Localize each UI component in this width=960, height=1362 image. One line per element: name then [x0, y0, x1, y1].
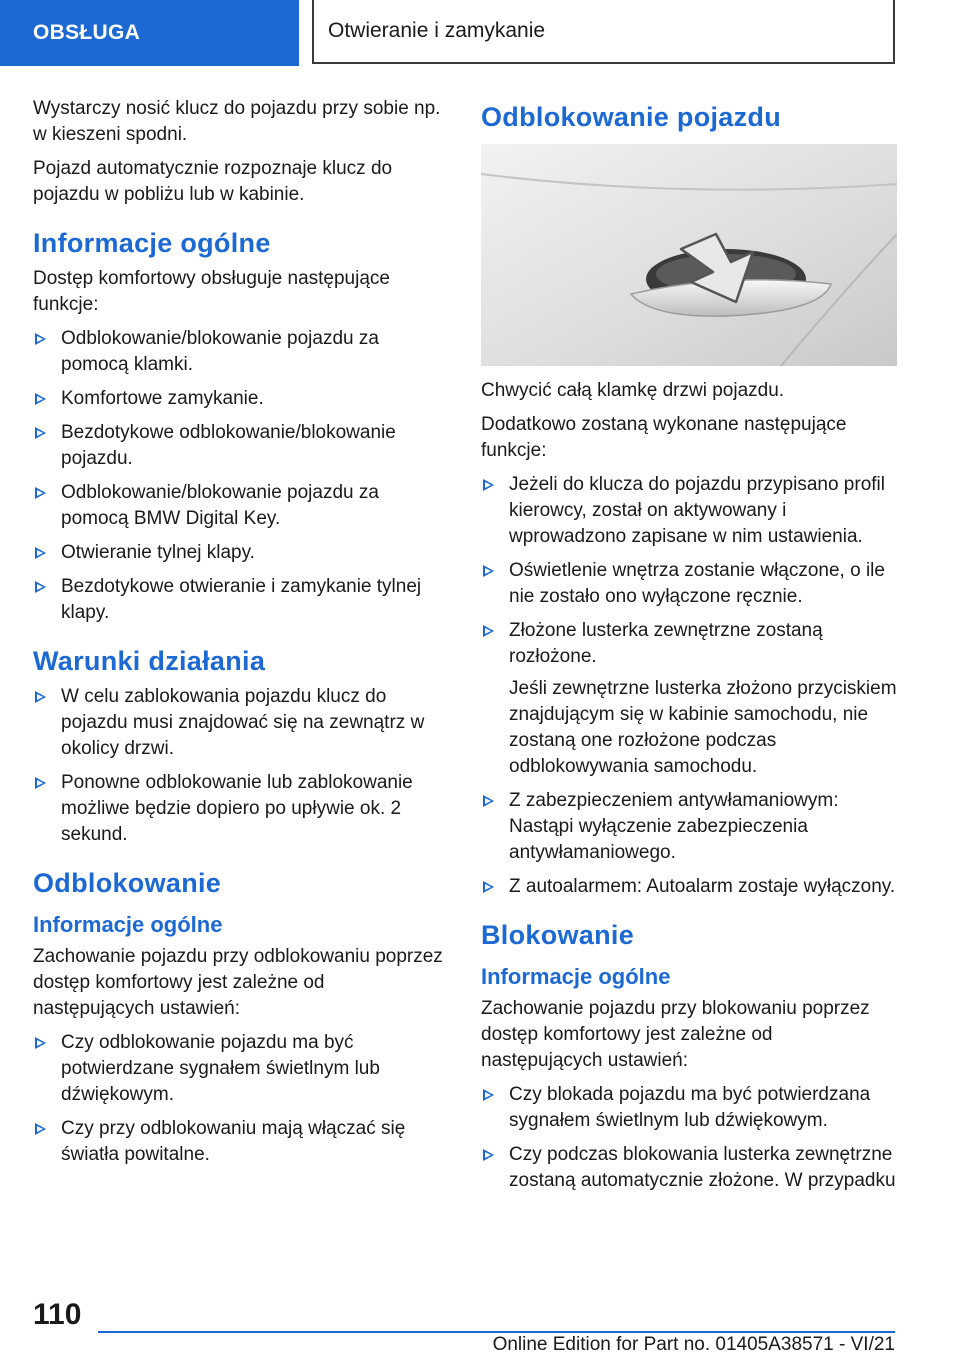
list-item: Oświetlenie wnętrza zostanie włączone, o ile nie zostało ono wyłączone ręcznie.: [481, 558, 897, 610]
list-item: Złożone lusterka zewnętrzne zostaną rozłożone. Jeśli zewnętrzne lusterka złożono przyciskiem znajdującym się w kabinie samochodu, nie zostaną one rozłożone podczas odblokowywania samochodu.: [481, 618, 897, 780]
list-item: Z autoalarmem: Autoalarm zostaje wyłączony.: [481, 874, 897, 900]
unlock-list: [33, 1030, 445, 1168]
list-item: Odblokowanie/blokowanie pojazdu za pomocą klamki.: [33, 326, 445, 378]
bullet-triangle-icon: [35, 1037, 46, 1049]
mirror-note: Jeśli zewnętrzne lusterka złożono przyciskiem znajdującym się w kabinie samochodu, nie zostaną one rozłożone podczas odblokowywania samochodu.: [509, 678, 897, 777]
subheading-unlock-general: Informacje ogólne: [33, 912, 223, 937]
list-item: Ponowne odblokowanie lub zablokowanie możliwe będzie dopiero po upływie ok. 2 sekund.: [33, 770, 445, 848]
list-item: Z zabezpieczeniem antywłamaniowym: Nastąpi wyłączenie zabezpieczenia antywłamaniowego.: [481, 788, 897, 866]
list-item: Jeżeli do klucza do pojazdu przypisano profil kierowcy, został on aktywowany i wprowadzono zapisane w nim ustawienia.: [481, 472, 897, 550]
heading-conditions: Warunki działania: [33, 646, 266, 676]
page-number: 110: [33, 1298, 82, 1331]
list-item: Odblokowanie/blokowanie pojazdu za pomocą BMW Digital Key.: [33, 480, 445, 532]
unlock-text: Zachowanie pojazdu przy odblokowaniu poprzez dostęp komfortowy jest zależne od następujących ustawień:: [33, 946, 443, 1019]
left-column: [33, 96, 445, 1176]
bullet-triangle-icon: [35, 581, 46, 593]
bullet-triangle-icon: [483, 1089, 494, 1101]
bullet-triangle-icon: [35, 777, 46, 789]
bullet-triangle-icon: [483, 795, 494, 807]
bullet-triangle-icon: [483, 1149, 494, 1161]
bullet-triangle-icon: [35, 547, 46, 559]
additional-functions-text: Dodatkowo zostaną wykonane następujące funkcje:: [481, 414, 847, 461]
list-item: Czy przy odblokowaniu mają włączać się światła powitalne.: [33, 1116, 445, 1168]
page-header: [0, 0, 960, 66]
topic-title: Otwieranie i zamykanie: [312, 0, 895, 64]
conditions-list: [33, 684, 445, 848]
list-item: Otwieranie tylnej klapy.: [33, 540, 445, 566]
section-tab: OBSŁUGA: [0, 0, 299, 66]
list-item: Bezdotykowe otwieranie i zamykanie tylnej klapy.: [33, 574, 445, 626]
list-item: Bezdotykowe odblokowanie/blokowanie pojazdu.: [33, 420, 445, 472]
bullet-triangle-icon: [483, 479, 494, 491]
bullet-triangle-icon: [35, 333, 46, 345]
list-item: Czy podczas blokowania lusterka zewnętrzne zostaną automatycznie złożone. W przypadku: [481, 1142, 897, 1194]
bullet-triangle-icon: [483, 881, 494, 893]
bullet-triangle-icon: [35, 691, 46, 703]
lock-text: Zachowanie pojazdu przy blokowaniu poprzez dostęp komfortowy jest zależne od następujących ustawień:: [481, 998, 870, 1071]
heading-unlock-vehicle: Odblokowanie pojazdu: [481, 102, 782, 132]
list-item: Komfortowe zamykanie.: [33, 386, 445, 412]
general-info-text: Dostęp komfortowy obsługuje następujące funkcje:: [33, 268, 390, 315]
intro-paragraph-2: Pojazd automatycznie rozpoznaje klucz do pojazdu w pobliżu lub w kabinie.: [33, 158, 393, 205]
heading-unlocking: Odblokowanie: [33, 868, 222, 898]
list-item: Czy blokada pojazdu ma być potwierdzana sygnałem świetlnym lub dźwiękowym.: [481, 1082, 897, 1134]
edition-info: Online Edition for Part no. 01405A38571 - VI/21: [492, 1334, 895, 1355]
list-item: W celu zablokowania pojazdu klucz do pojazdu musi znajdować się na zewnątrz w okolicy drzwi.: [33, 684, 445, 762]
bullet-triangle-icon: [483, 565, 494, 577]
intro-paragraph-1: Wystarczy nosić klucz do pojazdu przy sobie np. w kieszeni spodni.: [33, 98, 441, 145]
subheading-lock-general: Informacje ogólne: [481, 964, 671, 989]
door-handle-photo: [481, 144, 897, 366]
bullet-triangle-icon: [35, 1123, 46, 1135]
additional-functions-list: [481, 472, 897, 900]
photo-caption: Chwycić całą klamkę drzwi pojazdu.: [481, 380, 785, 401]
list-item: Czy odblokowanie pojazdu ma być potwierdzane sygnałem świetlnym lub dźwiękowym.: [33, 1030, 445, 1108]
bullet-triangle-icon: [35, 427, 46, 439]
right-column: [481, 96, 897, 1202]
heading-general-info: Informacje ogólne: [33, 228, 271, 258]
footer-divider: [98, 1331, 895, 1333]
lock-list: [481, 1082, 897, 1194]
bullet-triangle-icon: [35, 393, 46, 405]
bullet-triangle-icon: [483, 625, 494, 637]
bullet-triangle-icon: [35, 487, 46, 499]
heading-locking: Blokowanie: [481, 920, 635, 950]
general-info-list: [33, 326, 445, 626]
